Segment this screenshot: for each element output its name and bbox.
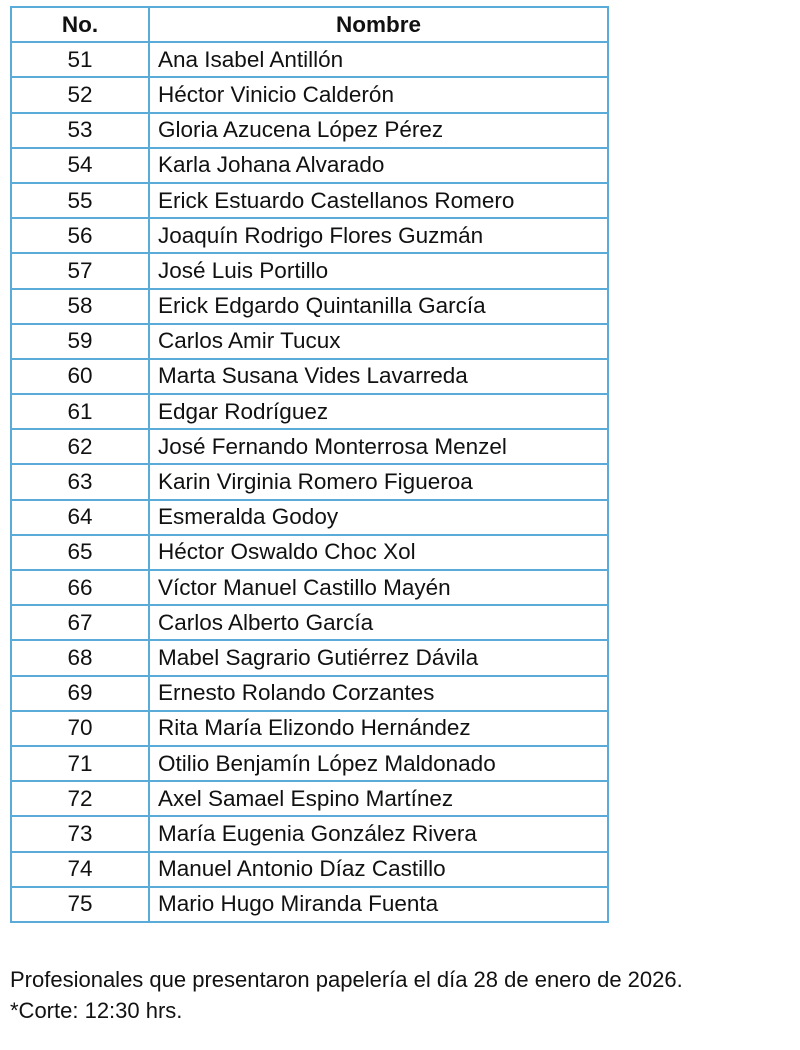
row-name: Carlos Amir Tucux <box>149 324 608 359</box>
row-name: Ernesto Rolando Corzantes <box>149 676 608 711</box>
row-name: José Luis Portillo <box>149 253 608 288</box>
table-body <box>11 42 608 922</box>
row-number: 55 <box>11 183 149 218</box>
row-number: 56 <box>11 218 149 253</box>
table-row <box>11 429 608 464</box>
table-row <box>11 42 608 77</box>
row-name: Otilio Benjamín López Maldonado <box>149 746 608 781</box>
row-name: Manuel Antonio Díaz Castillo <box>149 852 608 887</box>
table-row <box>11 535 608 570</box>
row-name: Edgar Rodríguez <box>149 394 608 429</box>
table-row <box>11 183 608 218</box>
row-number: 67 <box>11 605 149 640</box>
table-row <box>11 218 608 253</box>
row-name: Marta Susana Vides Lavarreda <box>149 359 608 394</box>
row-number: 52 <box>11 77 149 112</box>
table-row <box>11 464 608 499</box>
table-row <box>11 852 608 887</box>
row-number: 71 <box>11 746 149 781</box>
table-row <box>11 77 608 112</box>
table-row <box>11 113 608 148</box>
table-header-row <box>11 7 608 42</box>
row-number: 70 <box>11 711 149 746</box>
table-row <box>11 816 608 851</box>
row-number: 58 <box>11 289 149 324</box>
row-name: Ana Isabel Antillón <box>149 42 608 77</box>
table-row <box>11 253 608 288</box>
table-row <box>11 148 608 183</box>
row-number: 57 <box>11 253 149 288</box>
row-name: Héctor Vinicio Calderón <box>149 77 608 112</box>
row-name: Héctor Oswaldo Choc Xol <box>149 535 608 570</box>
row-number: 61 <box>11 394 149 429</box>
row-name: Mabel Sagrario Gutiérrez Dávila <box>149 640 608 675</box>
row-name: Karla Johana Alvarado <box>149 148 608 183</box>
row-name: Mario Hugo Miranda Fuenta <box>149 887 608 922</box>
row-name: Esmeralda Godoy <box>149 500 608 535</box>
row-name: Karin Virginia Romero Figueroa <box>149 464 608 499</box>
professionals-table <box>10 6 609 923</box>
header-nombre: Nombre <box>149 7 608 42</box>
row-number: 63 <box>11 464 149 499</box>
table-row <box>11 781 608 816</box>
row-number: 54 <box>11 148 149 183</box>
row-name: Erick Edgardo Quintanilla García <box>149 289 608 324</box>
row-number: 66 <box>11 570 149 605</box>
table-row <box>11 640 608 675</box>
table-row <box>11 746 608 781</box>
row-number: 65 <box>11 535 149 570</box>
header-no: No. <box>11 7 149 42</box>
row-name: Carlos Alberto García <box>149 605 608 640</box>
row-number: 59 <box>11 324 149 359</box>
row-name: María Eugenia González Rivera <box>149 816 608 851</box>
row-number: 74 <box>11 852 149 887</box>
row-number: 69 <box>11 676 149 711</box>
table-row <box>11 711 608 746</box>
row-number: 60 <box>11 359 149 394</box>
table-row <box>11 605 608 640</box>
row-name: Joaquín Rodrigo Flores Guzmán <box>149 218 608 253</box>
table-row <box>11 289 608 324</box>
row-number: 73 <box>11 816 149 851</box>
table-row <box>11 324 608 359</box>
table-row <box>11 359 608 394</box>
row-number: 62 <box>11 429 149 464</box>
row-name: Rita María Elizondo Hernández <box>149 711 608 746</box>
table-row <box>11 500 608 535</box>
row-name: Víctor Manuel Castillo Mayén <box>149 570 608 605</box>
table-row <box>11 676 608 711</box>
row-number: 68 <box>11 640 149 675</box>
footer-line-date: Profesionales que presentaron papelería el día 28 de enero de 2026. <box>10 967 683 992</box>
row-number: 53 <box>11 113 149 148</box>
table-row <box>11 887 608 922</box>
row-name: Gloria Azucena López Pérez <box>149 113 608 148</box>
footer-line-cutoff: *Corte: 12:30 hrs. <box>10 998 183 1023</box>
row-number: 51 <box>11 42 149 77</box>
row-name: Erick Estuardo Castellanos Romero <box>149 183 608 218</box>
row-name: Axel Samael Espino Martínez <box>149 781 608 816</box>
row-number: 72 <box>11 781 149 816</box>
table-row <box>11 570 608 605</box>
row-name: José Fernando Monterrosa Menzel <box>149 429 608 464</box>
footer-note <box>10 964 683 1026</box>
row-number: 64 <box>11 500 149 535</box>
row-number: 75 <box>11 887 149 922</box>
table-row <box>11 394 608 429</box>
